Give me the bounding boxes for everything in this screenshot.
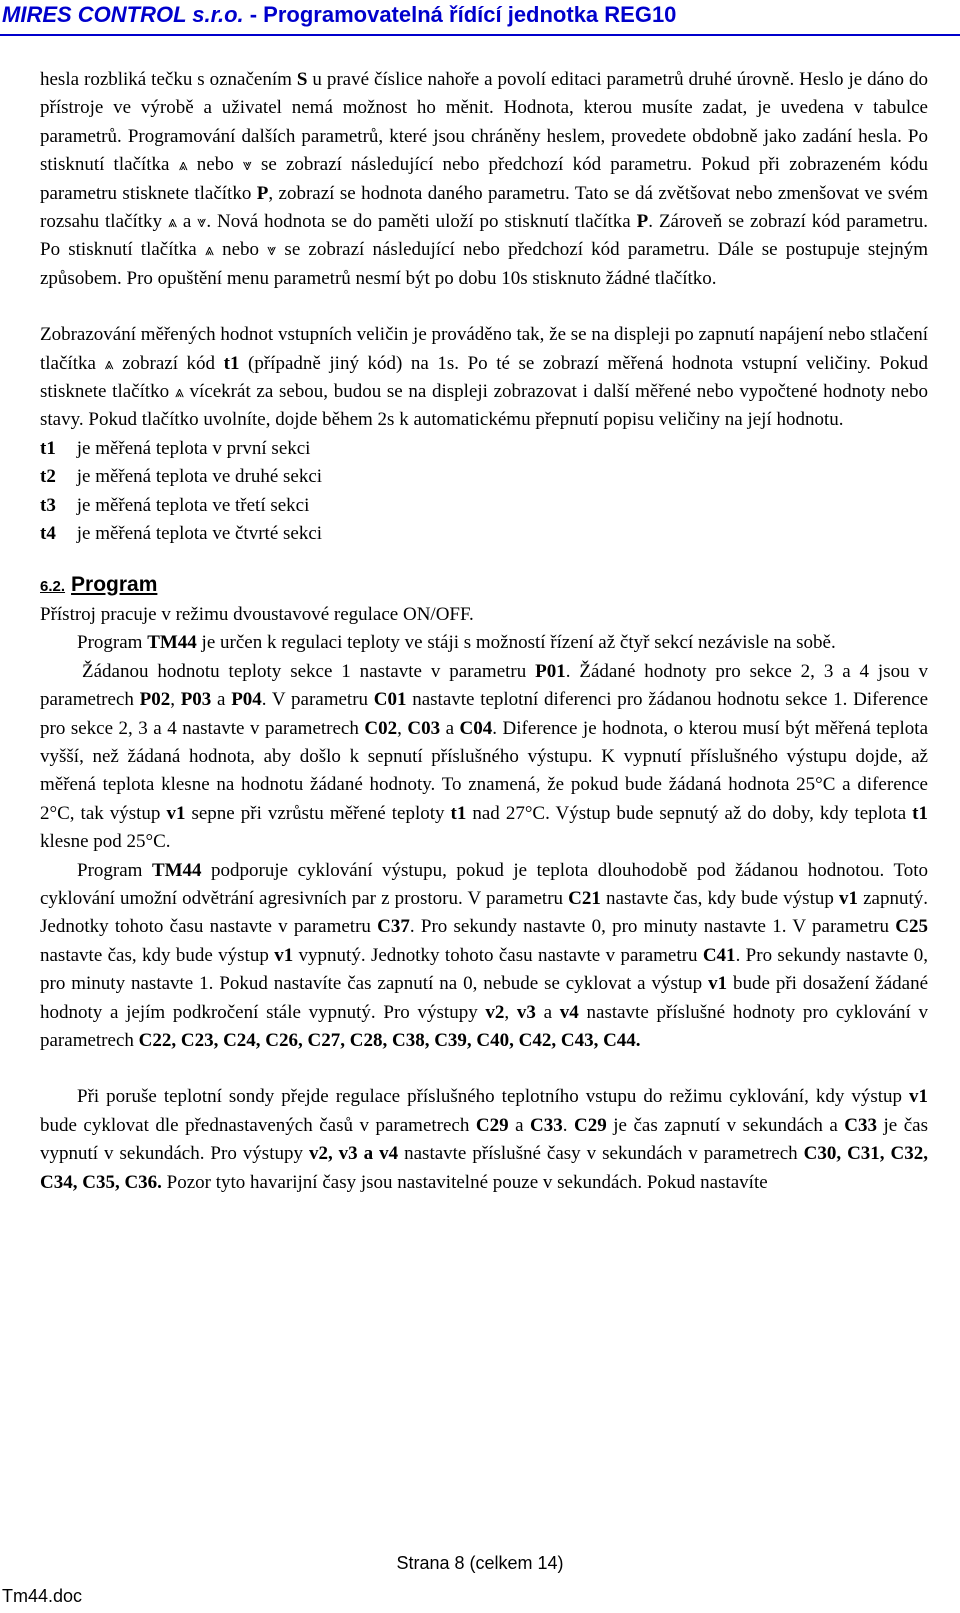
variable-row: t2 je měřená teplota ve druhé sekci [40,466,323,488]
document-body [40,66,928,1197]
down-arrow-icon: ⩔ [242,155,252,175]
company-name: MIRES CONTROL s.r.o. [2,2,244,27]
up-arrow-icon: ⩓ [167,212,177,232]
file-name: Tm44.doc [2,1586,83,1606]
paragraph-display: Zobrazování měřených hodnot vstupních veličin je prováděno tak, že se na displeji po zapnutí napájení nebo stlačení tlačítka ⩓ zobrazí kód t1 (případně jiný kód) na 1s. Po té se zobrazí měřená hodnota vstupní veličiny. Pokud stisknete tlačítko ⩓ vícekrát za sebou, budou se na displeji zobrazovat i další měřené nebo vypočtené hodnoty nebo stavy. Pokud tlačítko uvolníte, dojde během 2s k automatickému přepnutí popisu veličiny na její hodnotu. [40,324,928,431]
section-title: Program [71,572,158,596]
variable-row: t4 je měřená teplota ve čtvrté sekci [40,523,323,545]
up-arrow-icon: ⩓ [174,382,184,402]
section-heading [40,571,928,601]
page-header [2,2,676,28]
section-number: 6.2. [40,577,66,595]
paragraph-mode: Přístroj pracuje v režimu dvoustavové regulace ON/OFF. [40,603,474,625]
paragraph-setpoints: Žádanou hodnotu teploty sekce 1 nastavte v parametru P01. Žádané hodnoty pro sekce 2, 3 a 4 jsou v parametrech P02, P03 a P04. V parametru C01 nastavte teplotní diferenci pro žádanou hodnotu sekce 1. Diference pro sekce 2, 3 a 4 nastavte v parametrech C02, C03 a C04. Diference je hodnota, o kterou musí být měřená teplota vyšší, než žádaná hodnota, aby došlo k sepnutí příslušného výstupu. K vypnutí příslušného výstupu dojde, až měřená teplota klesne na hodnotu žádané hodnoty. To znamená, že pokud bude žádaná hodnota 25°C a diference 2°C, tak výstup v1 sepne při vzrůstu měřené teploty t1 nad 27°C. Výstup bude sepnutý až do doby, kdy teplota t1 klesne pod 25°C. [40,660,929,853]
paragraph-password: hesla rozbliká tečku s označením S u pravé číslice nahoře a povolí editaci parametrů druhé úrovně. Heslo je dáno do přístroje ve výrobě a uživatel nemá možnost ho měnit. Hodnota, kterou musíte zadat, je uvedena v tabulce parametrů. Programování dalších parametrů, které jsou chráněny heslem, provedete obdobně jako zadání hesla. Po stisknutí tlačítka ⩓ nebo ⩔ se zobrazí následující nebo předchozí kód parametru. Pokud při zobrazeném kódu parametru stisknete tlačítko P, zobrazí se hodnota daného parametru. Tato se dá zvětšovat nebo zmenšovat ve svém rozsahu tlačítky ⩓ a ⩔. Nová hodnota se do paměti uloží po stisknutí tlačítka P. Zároveň se zobrazí kód parametru. Po stisknutí tlačítka ⩓ nebo ⩔ se zobrazí následující nebo předchozí kód parametru. Dále se postupuje stejným způsobem. Pro opuštění menu parametrů nesmí být po dobu 10s stisknuto žádné tlačítko. [40,69,929,289]
header-rule [0,34,960,36]
paragraph-program: Program TM44 je určen k regulaci teploty ve stáji s možností řízení až čtyř sekcí nezávisle na sobě. [77,632,836,654]
page-number: Strana 8 (celkem 14) [396,1553,564,1573]
up-arrow-icon: ⩓ [204,240,214,260]
variable-row: t3 je měřená teplota ve třetí sekci [40,494,310,516]
variable-row: t1 je měřená teplota v první sekci [40,437,311,459]
paragraph-cycling: Program TM44 podporuje cyklování výstupu, pokud je teplota dlouhodobě pod žádanou hodnotou. Toto cyklování umožní odvětrání agresivních par z prostoru. V parametru C21 nastavte čas, kdy bude výstup v1 zapnutý. Jednotky tohoto času nastavte v parametru C37. Pro sekundy nastavte 0, pro minuty nastavte 1. V parametru C25 nastavte čas, kdy bude výstup v1 vypnutý. Jednotky tohoto času nastavte v parametru C41. Pro sekundy nastavte 0, pro minuty nastavte 1. Pokud nastavíte čas zapnutí na 0, nebude se cyklovat a výstup v1 bude při dosažení žádané hodnoty a jejím podkročení stále vypnutý. Pro výstupy v2, v3 a v4 nastavte příslušné hodnoty pro cyklování v parametrech C22, C23, C24, C26, C27, C28, C38, C39, C40, C42, C43, C44. [40,859,929,1051]
down-arrow-icon: ⩔ [267,240,277,260]
up-arrow-icon: ⩓ [178,155,188,175]
paragraph-sensor-failure: Při poruše teplotní sondy přejde regulace příslušného teplotního vstupu do režimu cyklování, kdy výstup v1 bude cyklovat dle přednastavených časů v parametrech C29 a C33. C29 je čas zapnutí v sekundách a C33 je čas vypnutí v sekundách. Pro výstupy v2, v3 a v4 nastavte příslušné časy v sekundách v parametrech C30, C31, C32, C34, C35, C36. Pozor tyto havarijní časy jsou nastavitelné pouze v sekundách. Pokud nastavíte [40,1086,929,1193]
down-arrow-icon: ⩔ [197,212,207,232]
document-title: - Programovatelná řídící jednotka REG10 [243,2,677,27]
up-arrow-icon: ⩓ [104,353,114,373]
